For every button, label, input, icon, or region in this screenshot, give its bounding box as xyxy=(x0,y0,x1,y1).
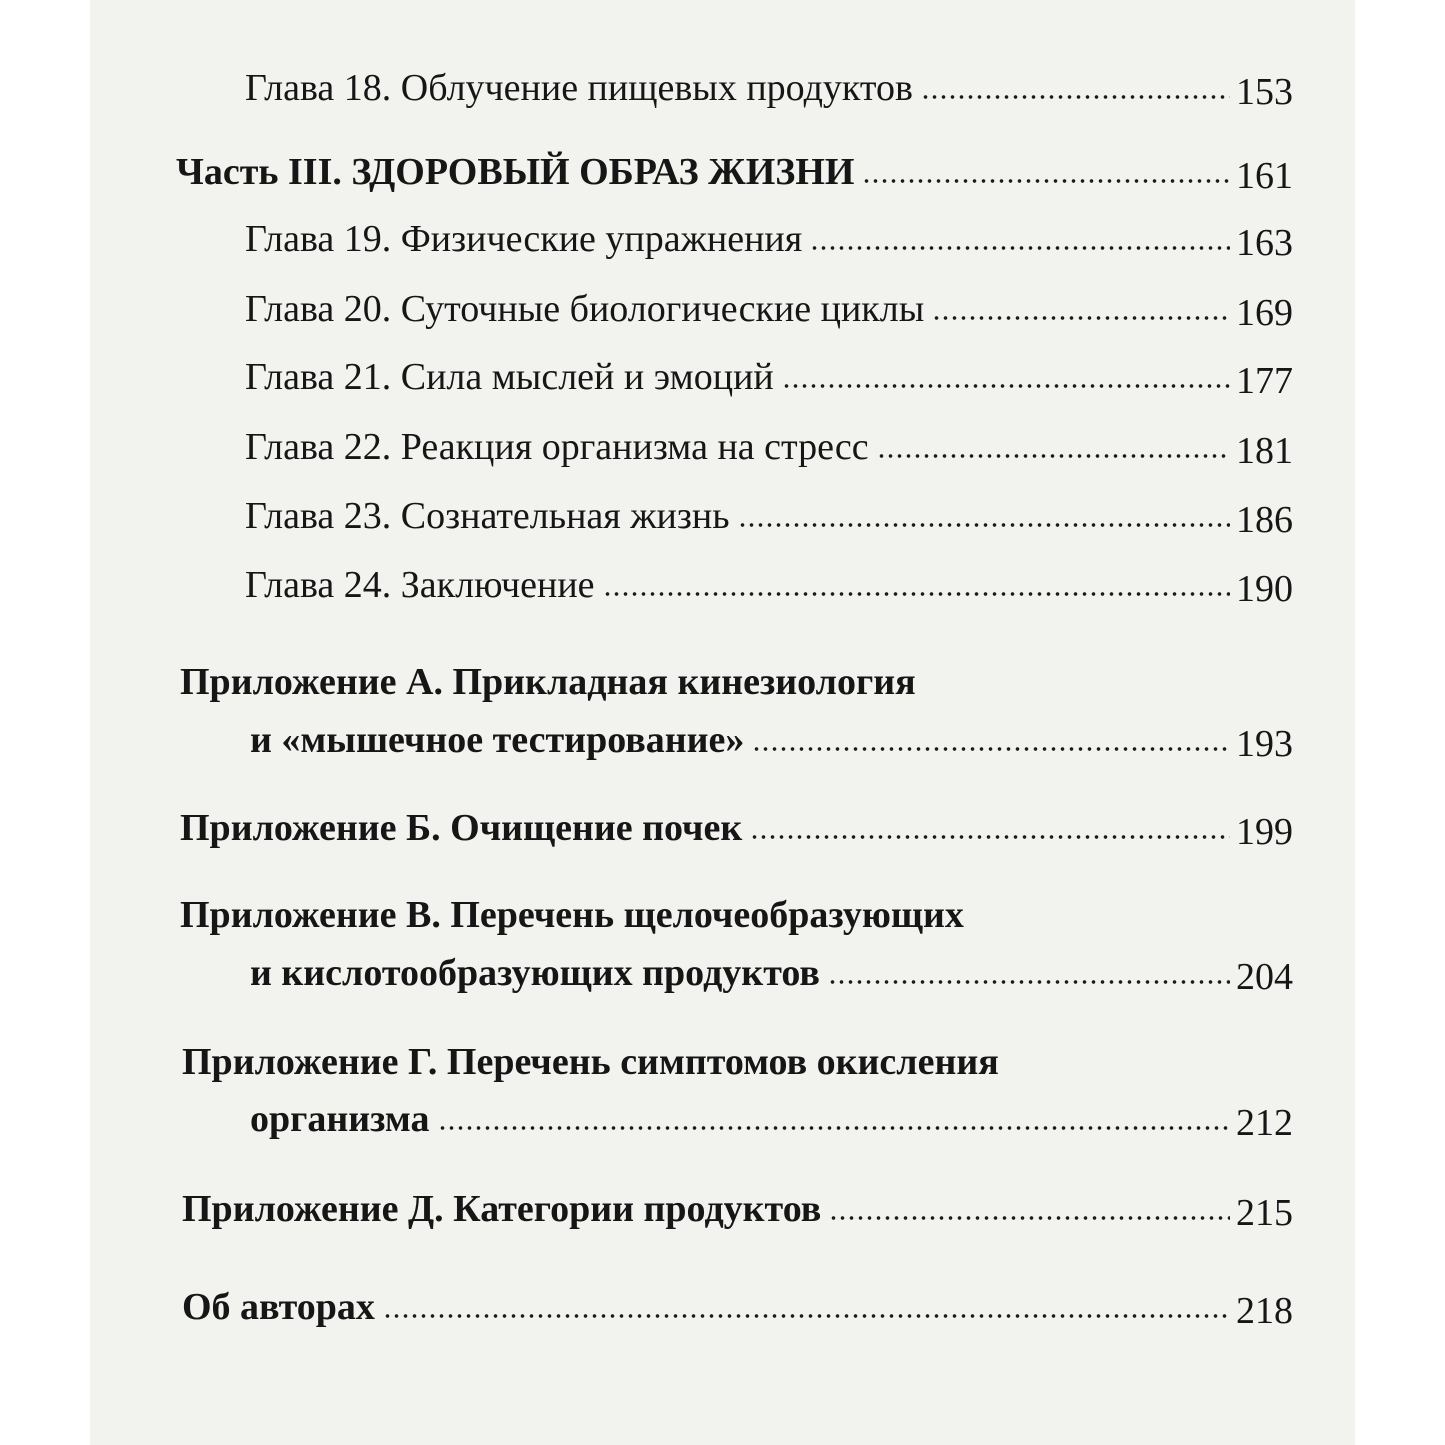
toc-entry-title: Глава 20. Суточные биологические циклы xyxy=(245,288,925,330)
dot-leader xyxy=(877,453,1230,459)
toc-entry-appendix-a xyxy=(250,718,1293,765)
toc-page-number: 212 xyxy=(1236,1102,1293,1144)
toc-page-number: 181 xyxy=(1236,430,1293,472)
toc-page-number: 190 xyxy=(1236,568,1293,610)
toc-entry-title: Глава 22. Реакция организма на стресс xyxy=(245,426,869,468)
toc-page-number: 204 xyxy=(1236,956,1293,998)
toc-entry-appendix-b xyxy=(180,806,1293,853)
book-page xyxy=(90,0,1355,1445)
dot-leader xyxy=(603,591,1230,597)
dot-leader xyxy=(921,94,1230,100)
toc-page-number: 186 xyxy=(1236,499,1293,541)
toc-entry-part-3 xyxy=(176,150,1293,197)
dot-leader xyxy=(750,834,1230,840)
toc-page-number: 177 xyxy=(1236,360,1293,402)
toc-entry-appendix-v-line1: Приложение В. Перечень щелочеобразующих xyxy=(180,894,964,936)
toc-entry-title: Приложение Б. Очищение почек xyxy=(180,807,743,849)
toc-entry-title: Глава 19. Физические упражнения xyxy=(245,218,803,260)
toc-entry-chapter-22 xyxy=(245,425,1293,472)
toc-entry-about-authors xyxy=(182,1285,1293,1332)
toc-entry-appendix-v xyxy=(250,951,1293,998)
toc-entry-chapter-20 xyxy=(245,287,1293,334)
toc-page-number: 215 xyxy=(1236,1192,1293,1234)
dot-leader xyxy=(810,245,1230,251)
toc-entry-appendix-g xyxy=(250,1097,1293,1144)
toc-entry-title: организма xyxy=(250,1098,430,1140)
toc-entry-appendix-d xyxy=(182,1187,1293,1234)
toc-entry-chapter-19 xyxy=(245,217,1293,264)
dot-leader xyxy=(932,315,1230,321)
toc-entry-title: Об авторах xyxy=(182,1286,375,1328)
toc-entry-chapter-18 xyxy=(245,66,1293,113)
toc-page-number: 193 xyxy=(1236,723,1293,765)
toc-entry-chapter-21 xyxy=(245,355,1293,402)
dot-leader xyxy=(829,1215,1230,1221)
toc-entry-title: и «мышечное тестирование» xyxy=(250,719,745,761)
dot-leader xyxy=(782,383,1230,389)
toc-entry-chapter-23 xyxy=(245,494,1293,541)
toc-entry-title: и кислотообразующих продуктов xyxy=(250,952,820,994)
toc-entry-title: Глава 23. Сознательная жизнь xyxy=(245,495,730,537)
dot-leader xyxy=(383,1313,1230,1319)
dot-leader xyxy=(438,1125,1230,1131)
toc-entry-title: Часть III. ЗДОРОВЫЙ ОБРАЗ ЖИЗНИ xyxy=(176,151,855,193)
dot-leader xyxy=(752,746,1230,752)
toc-page-number: 218 xyxy=(1236,1290,1293,1332)
toc-page-number: 163 xyxy=(1236,222,1293,264)
toc-page-number: 169 xyxy=(1236,292,1293,334)
table-of-contents xyxy=(90,0,1355,1445)
toc-entry-title: Глава 18. Облучение пищевых продуктов xyxy=(245,67,913,109)
toc-entry-appendix-g-line1: Приложение Г. Перечень симптомов окисления xyxy=(182,1041,999,1083)
dot-leader xyxy=(828,979,1230,985)
toc-page-number: 153 xyxy=(1236,71,1293,113)
toc-entry-title: Глава 24. Заключение xyxy=(245,564,595,606)
toc-entry-title: Приложение Д. Категории продуктов xyxy=(182,1188,822,1230)
dot-leader xyxy=(862,178,1230,184)
toc-entry-appendix-a-line1: Приложение А. Прикладная кинезиология xyxy=(180,661,916,703)
toc-page-number: 161 xyxy=(1236,155,1293,197)
toc-entry-chapter-24 xyxy=(245,563,1293,610)
toc-entry-title: Глава 21. Сила мыслей и эмоций xyxy=(245,356,774,398)
dot-leader xyxy=(738,522,1230,528)
toc-page-number: 199 xyxy=(1236,811,1293,853)
